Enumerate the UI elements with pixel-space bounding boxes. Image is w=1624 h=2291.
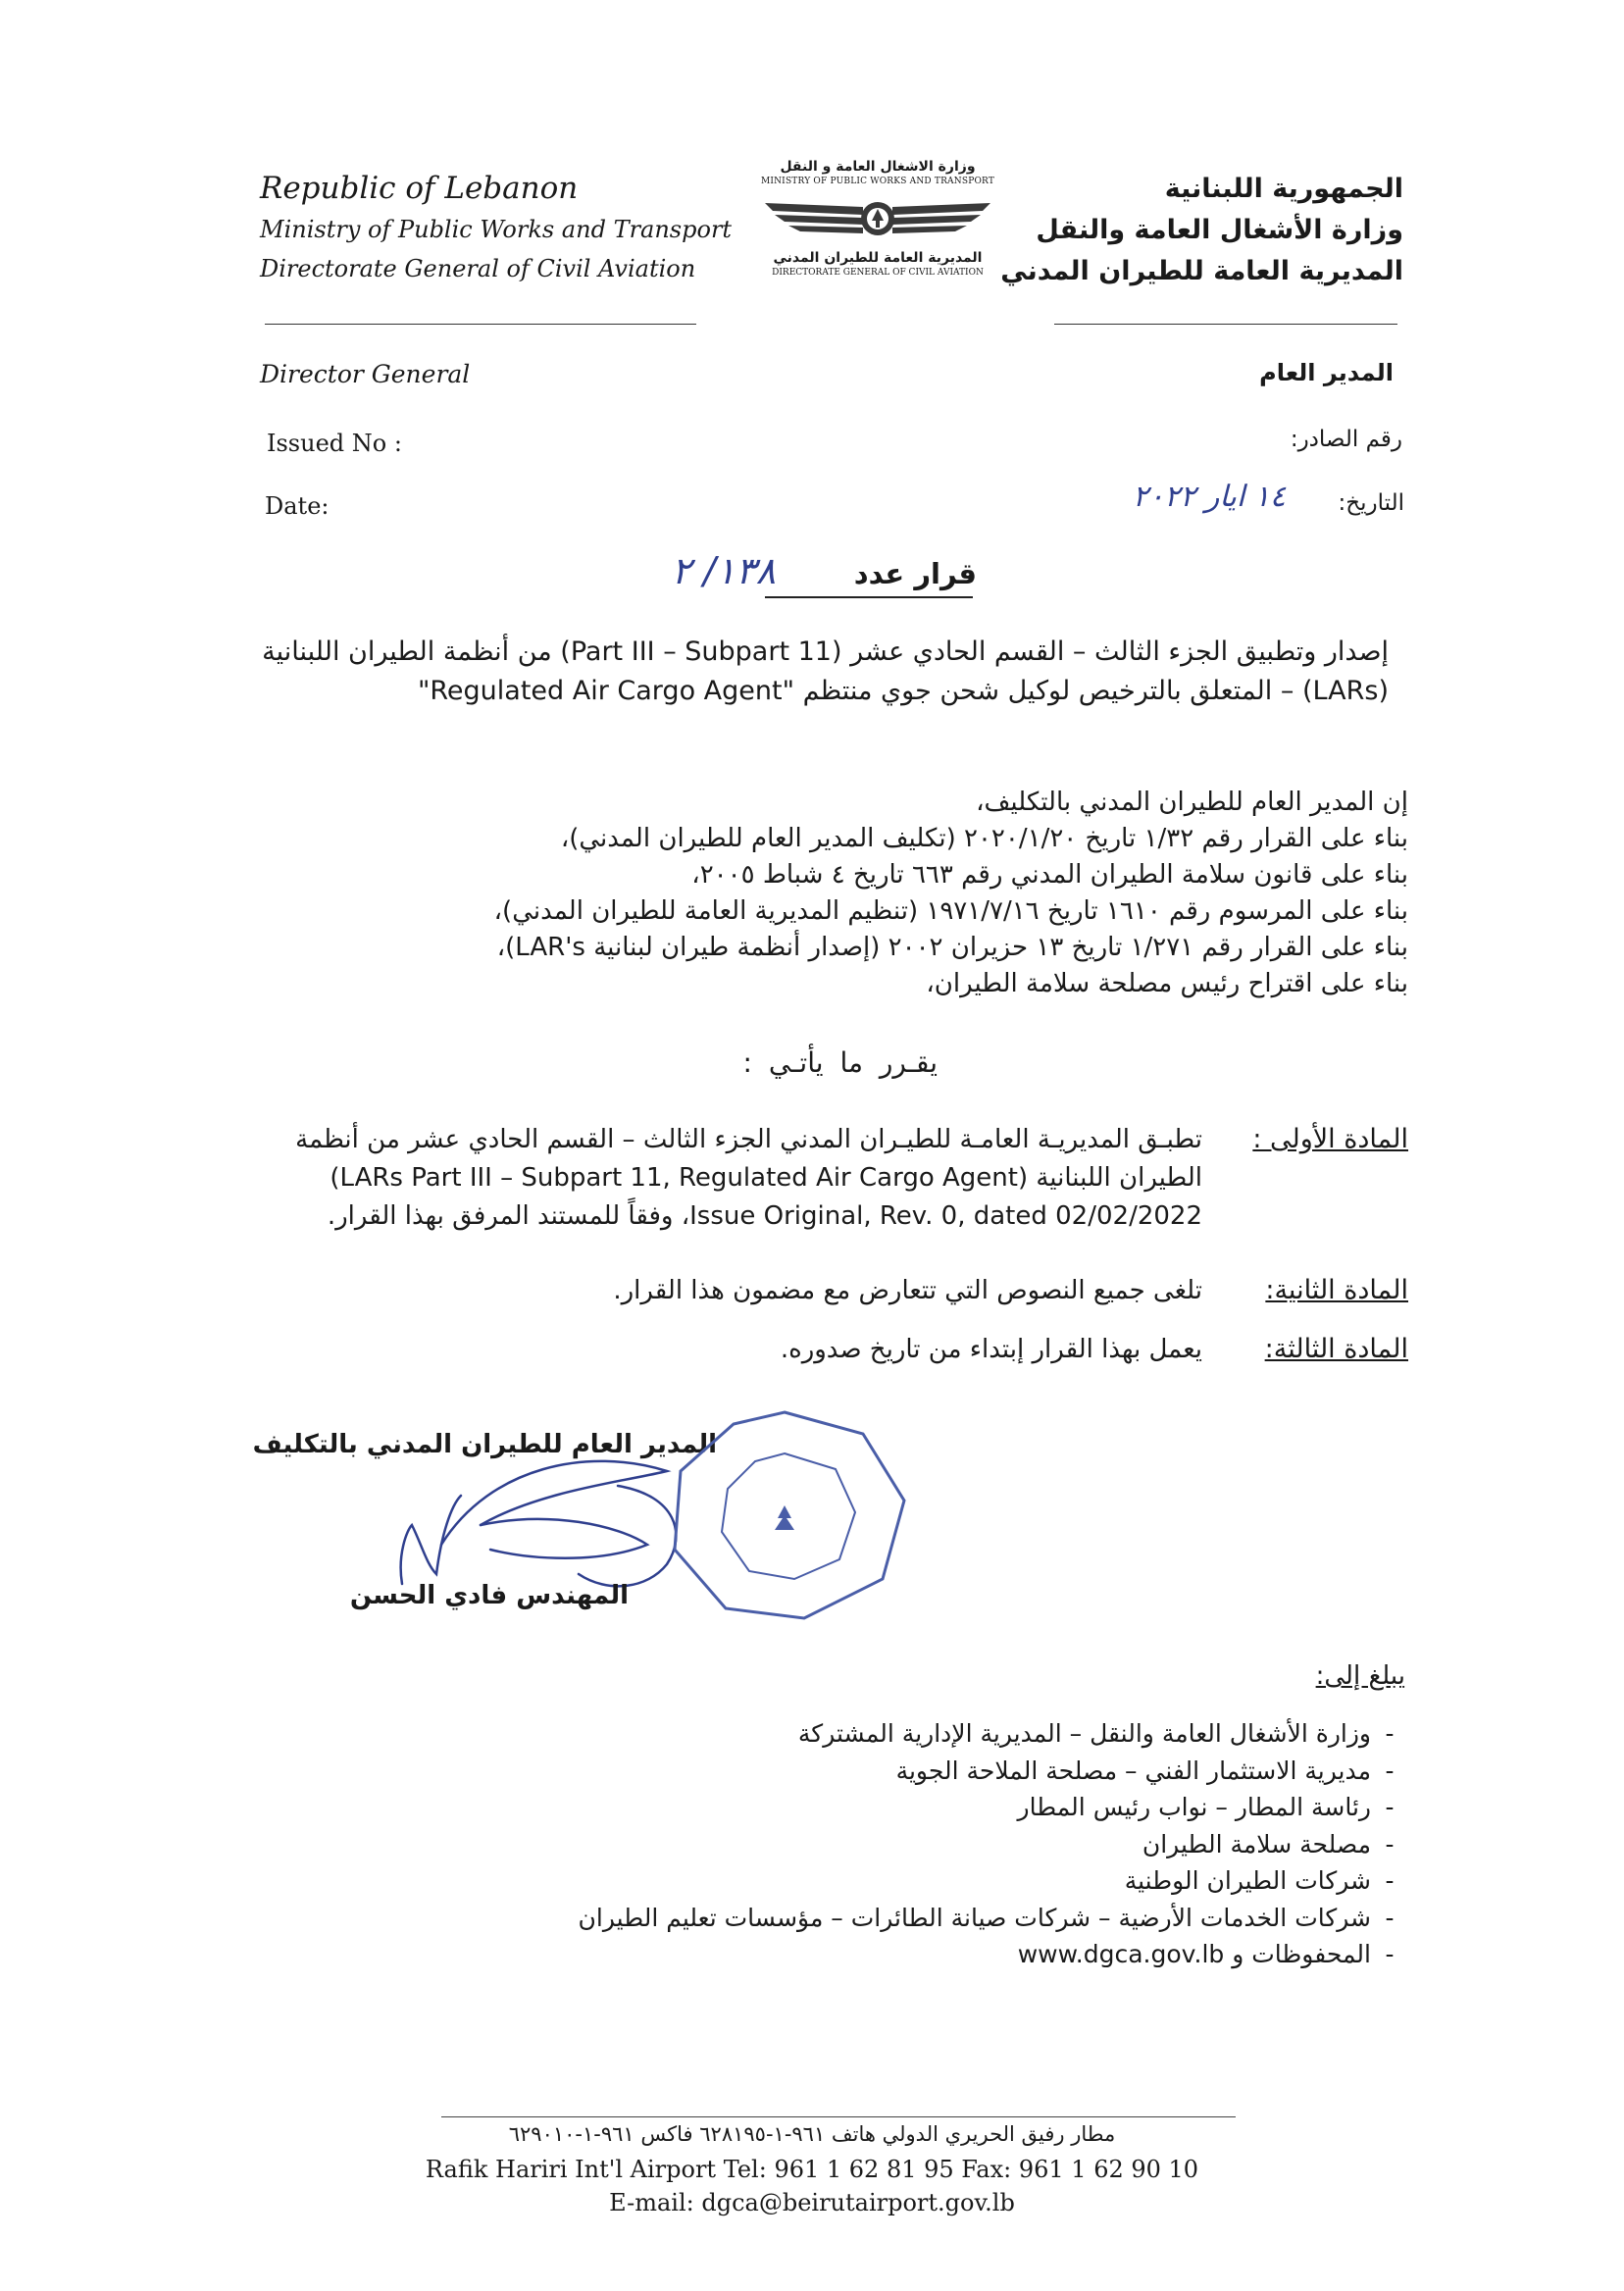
footer-rule bbox=[441, 2116, 1236, 2117]
list-item: -المحفوظات و www.dgca.gov.lb bbox=[1017, 1940, 1395, 1968]
signatory-name: المهندس فادي الحسن bbox=[349, 1581, 629, 1610]
subject-line: (LARs) – المتعلق بالترخيص لوكيل شحن جوي منتظم "Regulated Air Cargo Agent" bbox=[417, 676, 1389, 706]
logo-en-top: MINISTRY OF PUBLIC WORKS AND TRANSPORT bbox=[760, 177, 995, 186]
date-label-ar: التاريخ: bbox=[1338, 490, 1404, 516]
signatory-title: المدير العام للطيران المدني بالتكليف bbox=[252, 1430, 717, 1459]
decision-title bbox=[854, 557, 977, 590]
ministry-logo bbox=[731, 159, 1025, 306]
distribution-label: يبلغ إلى: bbox=[1315, 1661, 1405, 1691]
issued-label-en: Issued No : bbox=[267, 430, 402, 457]
preamble-line: بناء على قانون سلامة الطيران المدني رقم ٦٦٣ تاريخ ٤ شباط ٢٠٠٥، bbox=[691, 860, 1408, 890]
article-line: Issue Original, Rev. 0, dated 02/02/2022، وفقاً للمستند المرفق بهذا القرار. bbox=[327, 1201, 1202, 1231]
article-3-body bbox=[222, 1331, 1202, 1369]
decision-label: قرار عدد bbox=[853, 557, 977, 590]
list-item: -شركات الخدمات الأرضية – شركات صيانة الطائرات – مؤسسات تعليم الطيران bbox=[578, 1903, 1395, 1932]
office-en: Director General bbox=[260, 360, 471, 388]
ministry-name-en: Ministry of Public Works and Transport bbox=[260, 216, 733, 243]
list-item: -مصلحة سلامة الطيران bbox=[1142, 1829, 1395, 1858]
list-item: -مديرية الاستثمار الفني – مصلحة الملاحة الجوية bbox=[895, 1756, 1395, 1785]
article-line: تطبـق المديريـة العامـة للطيـران المدني الجزء الثالث – القسم الحادي عشر من أنظمة bbox=[295, 1125, 1202, 1154]
footer-contact: Rafik Hariri Int'l Airport Tel: 961 1 62 81 95 Fax: 961 1 62 90 10 bbox=[425, 2156, 1199, 2183]
directorate-name-en: Directorate General of Civil Aviation bbox=[260, 255, 696, 282]
distribution-item: مصلحة سلامة الطيران bbox=[1142, 1829, 1371, 1858]
logo-en-bottom: DIRECTORATE GENERAL OF CIVIL AVIATION bbox=[772, 268, 984, 278]
date-label-en: Date: bbox=[265, 492, 330, 520]
article-3-label: المادة الثالثة: bbox=[1264, 1334, 1408, 1364]
header-arabic bbox=[1000, 169, 1403, 292]
decides-heading: يقـرر ما يأتـي : bbox=[742, 1046, 938, 1079]
list-item: -رئاسة المطار – نواب رئيس المطار bbox=[1017, 1793, 1395, 1821]
article-1-body bbox=[222, 1121, 1202, 1236]
subject-line: إصدار وتطبيق الجزء الثالث – القسم الحادي عشر (Part III – Subpart 11) من أنظمة الطيران اللبنانية bbox=[262, 636, 1389, 667]
logo-ar-bottom: المديرية العامة للطيران المدني bbox=[773, 250, 983, 266]
header-rule-left bbox=[265, 324, 696, 325]
preamble-line: بناء على القرار رقم ١/٢٧١ تاريخ ١٣ حزيران ٢٠٠٢ (إصدار أنظمة طيران لبنانية LAR's)، bbox=[496, 933, 1408, 962]
article-line: تلغى جميع النصوص التي تتعارض مع مضمون هذا القرار. bbox=[613, 1276, 1202, 1305]
footer-ar: مطار رفيق الحريري الدولي هاتف ٩٦١-١-٦٢٨١٩٥ فاكس ٩٦١-١-٦٢٩٠١٠ bbox=[508, 2122, 1116, 2146]
decision-title-underline bbox=[765, 596, 973, 598]
distribution-item: المحفوظات و www.dgca.gov.lb bbox=[1017, 1940, 1371, 1968]
distribution-item: رئاسة المطار – نواب رئيس المطار bbox=[1017, 1793, 1371, 1821]
decision-number-handwritten: ١٣٨/ ٢ bbox=[671, 549, 776, 592]
subject bbox=[212, 633, 1389, 711]
official-stamp-icon bbox=[647, 1402, 922, 1628]
distribution-item: وزارة الأشغال العامة والنقل – المديرية الإدارية المشتركة bbox=[797, 1719, 1371, 1748]
distribution-item: مديرية الاستثمار الفني – مصلحة الملاحة الجوية bbox=[895, 1756, 1371, 1785]
republic-name-en: Republic of Lebanon bbox=[260, 171, 579, 206]
article-line: يعمل بهذا القرار إبتداء من تاريخ صدوره. bbox=[780, 1335, 1202, 1364]
date-handwritten: ١٤ ايار ٢٠٢٢ bbox=[1132, 480, 1286, 514]
header-rule-right bbox=[1054, 324, 1397, 325]
republic-name-ar: الجمهورية اللبنانية bbox=[1164, 174, 1403, 204]
preamble-line: بناء على المرسوم رقم ١٦١٠ تاريخ ١٩٧١/٧/١٦ (تنظيم المديرية العامة للطيران المدني)، bbox=[493, 896, 1408, 926]
issued-label-ar: رقم الصادر: bbox=[1290, 427, 1402, 452]
winged-emblem-icon bbox=[755, 189, 1000, 248]
list-item: -وزارة الأشغال العامة والنقل – المديرية الإدارية المشتركة bbox=[797, 1719, 1395, 1748]
distribution-item: شركات الخدمات الأرضية – شركات صيانة الطائرات – مؤسسات تعليم الطيران bbox=[578, 1903, 1371, 1932]
preamble-line: بناء على اقتراح رئيس مصلحة سلامة الطيران، bbox=[926, 969, 1408, 998]
header-english bbox=[260, 167, 732, 288]
article-1-label: المادة الأولى : bbox=[1252, 1124, 1408, 1154]
footer-email: E-mail: dgca@beirutairport.gov.lb bbox=[609, 2189, 1015, 2216]
office-ar: المدير العام bbox=[1259, 359, 1394, 386]
distribution-list bbox=[330, 1715, 1408, 1973]
ministry-name-ar: وزارة الأشغال العامة والنقل bbox=[1036, 215, 1403, 245]
preamble-line: إن المدير العام للطيران المدني بالتكليف، bbox=[976, 788, 1408, 817]
logo-ar-top: وزارة الاشغال العامة و النقل bbox=[780, 159, 976, 175]
preamble-line: بناء على القرار رقم ١/٣٢ تاريخ ٢٠٢٠/١/٢٠ (تكليف المدير العام للطيران المدني)، bbox=[560, 824, 1408, 853]
distribution-item: شركات الطيران الوطنية bbox=[1124, 1866, 1371, 1895]
article-2-label: المادة الثانية: bbox=[1265, 1275, 1408, 1305]
article-line: الطيران اللبنانية (LARs Part III – Subpart 11, Regulated Air Cargo Agent) bbox=[330, 1163, 1202, 1193]
directorate-name-ar: المديرية العامة للطيران المدني bbox=[1000, 256, 1403, 286]
preamble bbox=[231, 785, 1408, 1002]
list-item: -شركات الطيران الوطنية bbox=[1124, 1866, 1395, 1895]
article-2-body bbox=[222, 1272, 1202, 1310]
